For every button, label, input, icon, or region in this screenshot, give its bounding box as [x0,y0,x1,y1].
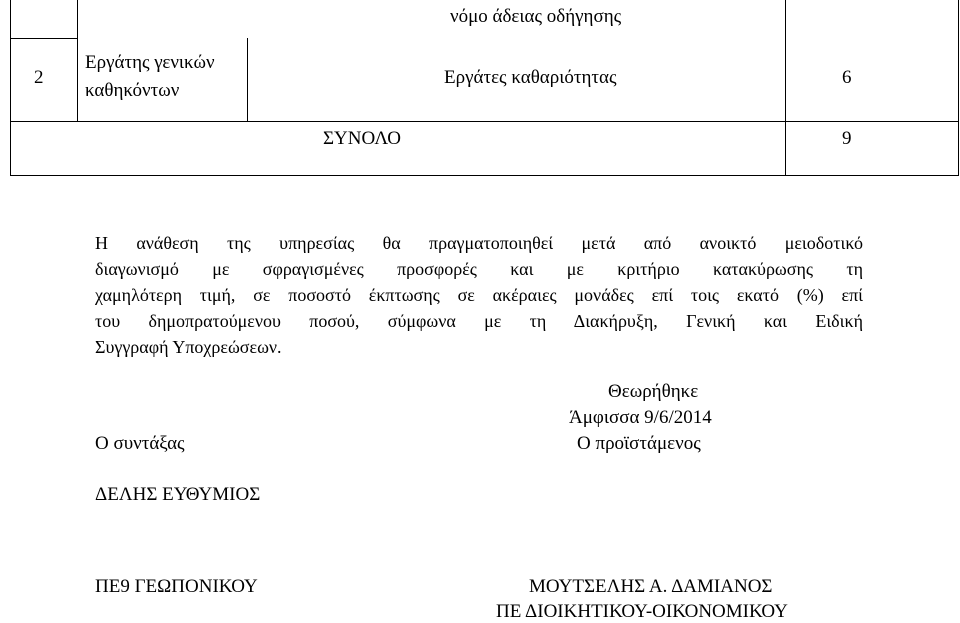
supervisor-title: Ο προϊστάμενος [577,433,701,454]
approved-label: Θεωρήθηκε [608,381,699,402]
award-paragraph [95,230,863,360]
table-divider-col-number [77,0,78,122]
table-divider-row2 [10,121,959,122]
table-divider-row1 [10,38,78,39]
table-divider-col-count [785,0,786,176]
supervisor-name: ΜΟΥΤΣΕΛΗΣ Α. ΔΑΜΙΑΝΟΣ [529,576,773,597]
paragraph-line: διαγωνισμό με σφραγισμένες προσφορές και με κριτήριο κατακύρωσης τη [95,259,863,279]
specialty-line1: Εργάτης γενικών [85,52,215,73]
position-name: Εργάτες καθαριότητας [444,67,617,88]
specialty-line2: καθηκόντων [85,80,180,101]
position-count: 6 [842,67,852,88]
composer-name: ΔΕΛΗΣ ΕΥΘΥΜΙΟΣ [95,484,261,505]
table-border-bottom [10,175,959,176]
table-border-left [10,0,11,176]
paragraph-line: χαμηλότερη τιμή, σε ποσοστό έκπτωσης σε ακέραιες μονάδες επί τοις εκατό (%) επί [95,285,863,305]
row-number: 2 [34,67,44,88]
paragraph-line: Συγγραφή Υποχρεώσεων. [95,337,282,357]
place-date: Άμφισσα 9/6/2014 [569,407,712,428]
table-divider-col-specialty [247,38,248,122]
position-continuation-text: νόμο άδειας οδήγησης [450,6,622,27]
composer-title: Ο συντάξας [95,433,185,454]
paragraph-line: του δημοπρατούμενου ποσού, σύμφωνα με τη Διακήρυξη, Γενική και Ειδική [95,311,863,331]
total-count: 9 [842,128,852,149]
table-border-right [958,0,959,176]
supervisor-role: ΠΕ ΔΙΟΙΚΗΤΙΚΟΥ-ΟΙΚΟΝΟΜΙΚΟΥ [496,601,788,622]
composer-role: ΠΕ9 ΓΕΩΠΟΝΙΚΟΥ [95,576,258,597]
paragraph-line: Η ανάθεση της υπηρεσίας θα πραγματοποιηθεί μετά από ανοικτό μειοδοτικό [95,233,863,253]
total-label: ΣΥΝΟΛΟ [323,128,402,149]
